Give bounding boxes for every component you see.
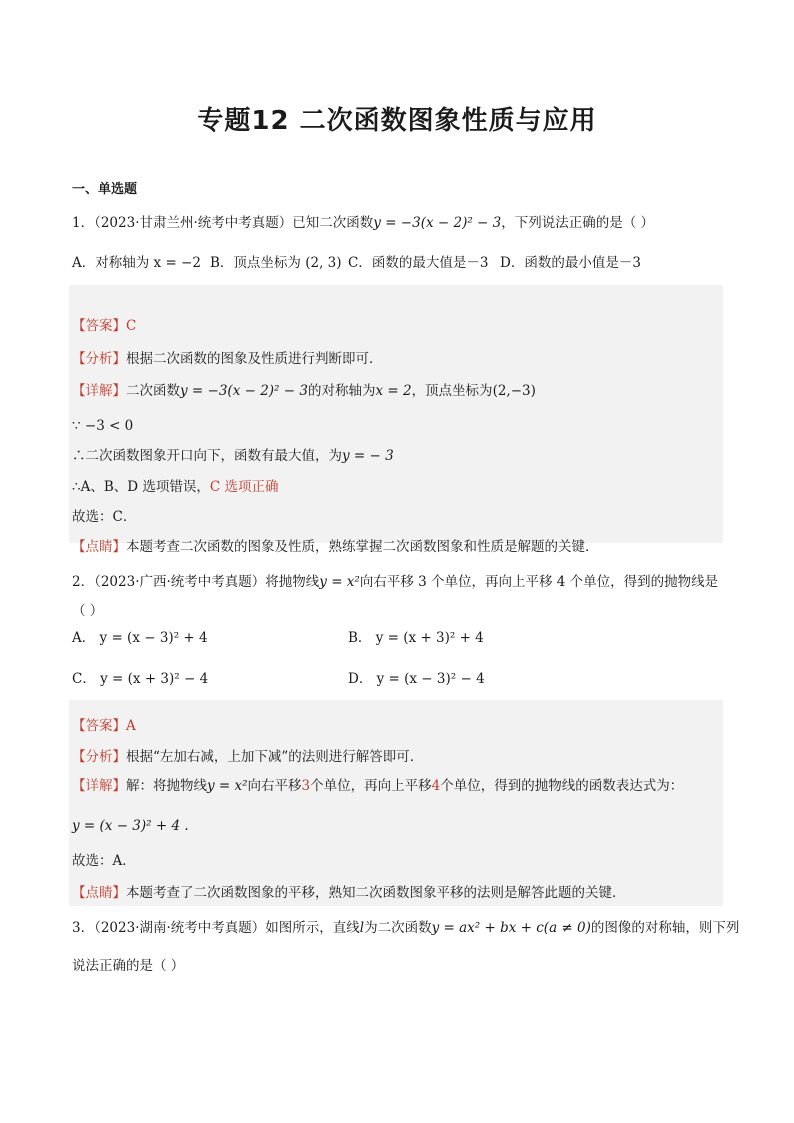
detail-part-4: 个单位，得到的抛物线的函数表达式为： [440, 778, 684, 794]
tip-text: 本题考查了二次函数图象的平移，熟知二次函数图象平移的法则是解答此题的关键． [126, 885, 626, 901]
result-formula: y = (x − 3)² + 4 . [72, 818, 189, 834]
detail-part-2: 向右平移 [247, 778, 302, 794]
tip-tag: 【点睛】 [72, 539, 126, 555]
question-2-answer [72, 716, 136, 736]
answer-value: C [126, 318, 137, 334]
question-2-formula: y = x² [319, 574, 360, 590]
question-1-tip [72, 537, 599, 557]
page-title: 专题12 二次函数图象性质与应用 [197, 106, 597, 136]
question-1-answer [72, 316, 136, 336]
question-1-suffix: ，下列说法正确的是（ ） [501, 215, 655, 231]
analysis-text: 根据二次函数的图象及性质进行判断即可． [126, 351, 383, 367]
question-1-option-a: A．对称轴为 x = −2 [72, 255, 201, 271]
detail-number-2: 4 [431, 778, 441, 794]
question-3-suffix: 的图像的对称轴，则下列 [590, 920, 740, 936]
detail-vertex: (2,−3) [492, 383, 536, 399]
question-2-result [72, 816, 189, 836]
section-heading: 一、单选题 [72, 182, 138, 197]
step-2-text: ∴二次函数图象开口向下，函数有最大值，为 [72, 448, 342, 464]
question-2-suffix: 向右平移 3 个单位，再向上平移 4 个单位，得到的抛物线是 [359, 574, 719, 590]
question-2-choose: 故选：A． [72, 853, 136, 869]
question-2-solution-box [69, 700, 723, 906]
question-1-solution-box [69, 285, 723, 543]
detail-formula: y = −3(x − 2)² − 3 [180, 383, 308, 399]
answer-tag: 【答案】 [72, 718, 126, 734]
detail-number-1: 3 [301, 778, 311, 794]
question-2-option-d: D． y = (x − 3)² − 4 [348, 671, 485, 687]
question-1-choose: 故选：C． [72, 509, 137, 525]
question-1-step-2 [72, 446, 394, 466]
detail-prefix: 二次函数 [126, 383, 180, 399]
detail-tag: 【详解】 [72, 383, 126, 399]
question-1-step-1: ∵ −3 < 0 [72, 418, 134, 434]
step-3-text: ∴A、B、D 选项错误， [72, 479, 210, 495]
question-2-option-a: A． y = (x − 3)² + 4 [72, 630, 208, 646]
question-1-stem [72, 213, 654, 233]
question-1-option-c: C．函数的最大值是－3 [348, 255, 489, 271]
question-1-analysis [72, 349, 383, 369]
question-2-tip [72, 883, 626, 903]
question-2-option-c: C． y = (x + 3)² − 4 [72, 671, 209, 687]
question-2-option-b: B． y = (x + 3)² + 4 [348, 630, 484, 646]
answer-tag: 【答案】 [72, 318, 126, 334]
detail-mid: 的对称轴为 [307, 383, 376, 399]
analysis-tag: 【分析】 [72, 351, 126, 367]
analysis-text: 根据“左加右减，上加下减”的法则进行解答即可． [126, 749, 424, 765]
question-2-stem [72, 572, 718, 592]
question-3-stem [72, 918, 739, 938]
question-3-prefix: 3．（2023·湖南·统考中考真题）如图所示，直线 [72, 920, 360, 936]
question-1-formula: y = −3(x − 2)² − 3 [373, 215, 502, 231]
question-1-prefix: 1．（2023·甘肃兰州·统考中考真题）已知二次函数 [72, 215, 374, 231]
tip-tag: 【点睛】 [72, 885, 126, 901]
question-3-formula: y = ax² + bx + c(a ≠ 0) [431, 920, 591, 936]
detail-part-3: 个单位，再向上平移 [310, 778, 432, 794]
detail-mid2: ，顶点坐标为 [411, 383, 493, 399]
question-3-mid: 为二次函数 [364, 920, 432, 936]
question-1-step-3 [72, 477, 279, 497]
question-2-detail [72, 776, 683, 796]
detail-axis: x = 2 [375, 383, 412, 399]
question-3-stem-line-2: 说法正确的是（ ） [72, 958, 185, 974]
tip-text: 本题考查二次函数的图象及性质，熟练掌握二次函数图象和性质是解题的关键． [126, 539, 599, 555]
step-3-red: C 选项正确 [209, 479, 279, 495]
question-1-detail [72, 381, 536, 401]
question-2-prefix: 2．（2023·广西·统考中考真题）将抛物线 [72, 574, 320, 590]
question-2-analysis [72, 747, 423, 767]
detail-tag: 【详解】 [72, 778, 126, 794]
step-2-formula: y = − 3 [342, 448, 394, 464]
question-1-option-d: D．函数的最小值是－3 [500, 255, 641, 271]
question-2-stem-line-2: （ ） [72, 603, 104, 619]
detail-formula: y = x² [207, 778, 248, 794]
question-3-line-l: l [359, 920, 365, 936]
analysis-tag: 【分析】 [72, 749, 126, 765]
detail-part-1: 解：将抛物线 [126, 778, 207, 794]
answer-value: A [126, 718, 136, 734]
question-1-option-b: B．顶点坐标为 (2, 3) [210, 255, 342, 271]
